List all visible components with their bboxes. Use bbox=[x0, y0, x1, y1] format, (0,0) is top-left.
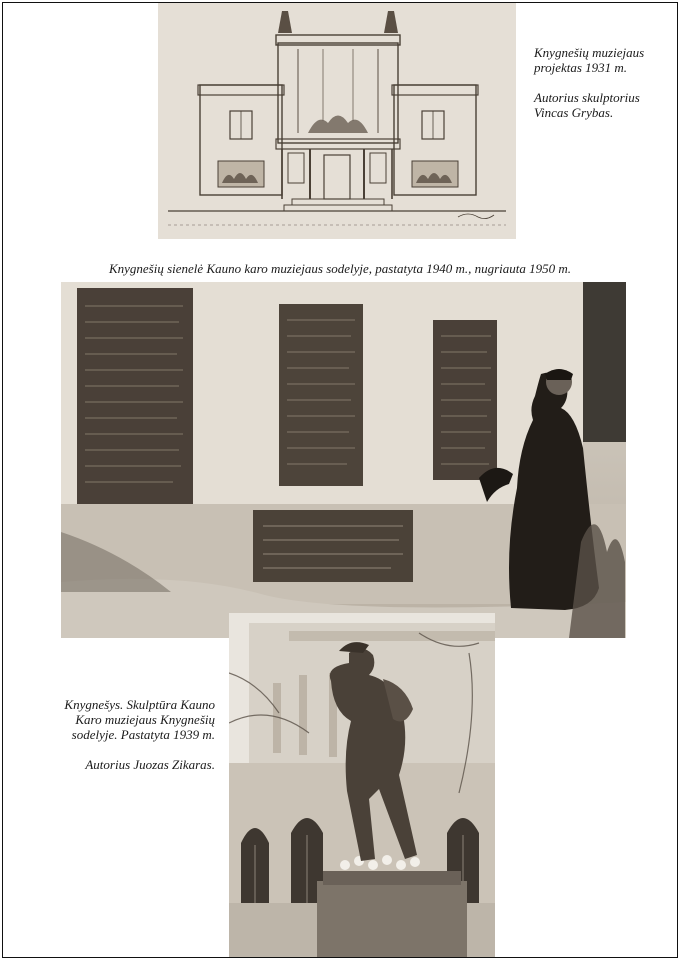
caption-sculpture-line2: Karo muziejaus Knygnešių bbox=[75, 712, 215, 727]
memorial-wall-photo bbox=[61, 282, 626, 638]
caption-sculpture-line4: Autorius Juozas Zikaras. bbox=[85, 757, 215, 772]
museum-project-drawing bbox=[158, 3, 516, 239]
document-page bbox=[2, 2, 678, 958]
caption-project-line3: Autorius skulptorius bbox=[534, 90, 640, 105]
caption-sculpture-line3: sodelyje. Pastatyta 1939 m. bbox=[71, 727, 215, 742]
caption-project-line2: projektas 1931 m. bbox=[534, 60, 628, 75]
caption-museum-project bbox=[534, 45, 674, 120]
caption-project-line4: Vincas Grybas. bbox=[534, 105, 614, 120]
caption-sculpture-line1: Knygnešys. Skulptūra Kauno bbox=[64, 697, 215, 712]
book-smuggler-sculpture-photo bbox=[229, 613, 495, 957]
caption-wall-photo: Knygnešių sienelė Kauno karo muziejaus sodelyje, pastatyta 1940 m., nugriauta 1950 m. bbox=[108, 261, 572, 276]
caption-project-line1: Knygnešių muziejaus bbox=[534, 45, 645, 60]
caption-sculpture bbox=[19, 697, 215, 772]
